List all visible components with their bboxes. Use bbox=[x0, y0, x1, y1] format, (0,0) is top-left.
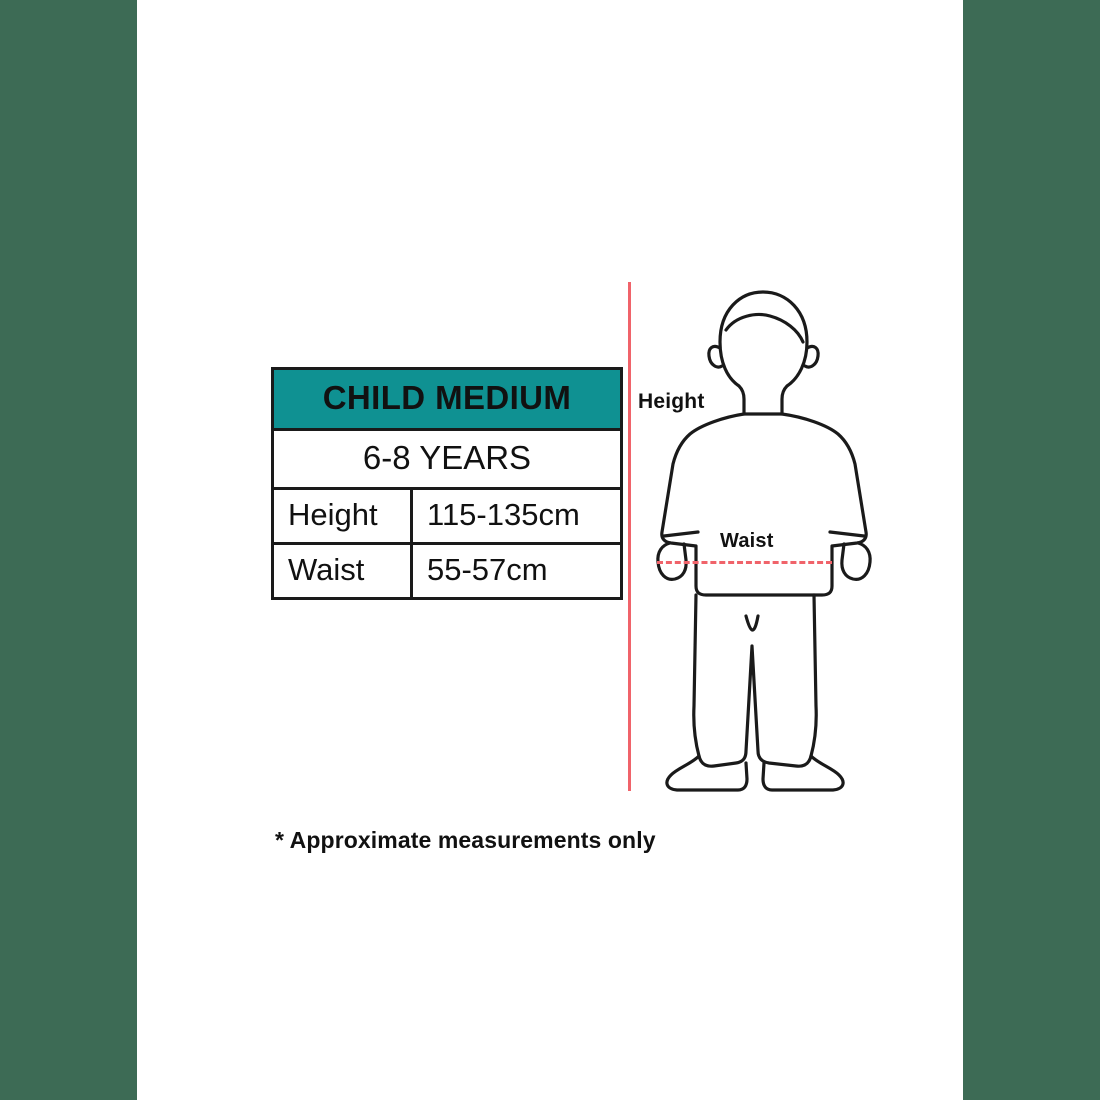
height-measure-label: Height bbox=[638, 390, 705, 413]
table-row bbox=[274, 542, 620, 597]
waist-measure-line bbox=[657, 561, 832, 564]
size-name-header: CHILD MEDIUM bbox=[274, 370, 620, 428]
footnote-text: * Approximate measurements only bbox=[275, 827, 656, 853]
row-label-waist: Waist bbox=[274, 545, 413, 597]
row-value-height: 115-135cm bbox=[427, 497, 580, 532]
age-range-value: 6-8 YEARS bbox=[362, 439, 532, 476]
size-table bbox=[271, 367, 623, 600]
height-measure-line bbox=[628, 282, 631, 791]
table-subheader-row bbox=[274, 428, 620, 487]
table-row bbox=[274, 487, 620, 542]
table-header-row bbox=[274, 370, 620, 428]
white-canvas bbox=[137, 0, 963, 1100]
waist-measure-label: Waist bbox=[720, 530, 774, 552]
row-value-waist: 55-57cm bbox=[427, 552, 548, 587]
row-label-height: Height bbox=[274, 490, 413, 542]
figure-area bbox=[624, 282, 914, 802]
